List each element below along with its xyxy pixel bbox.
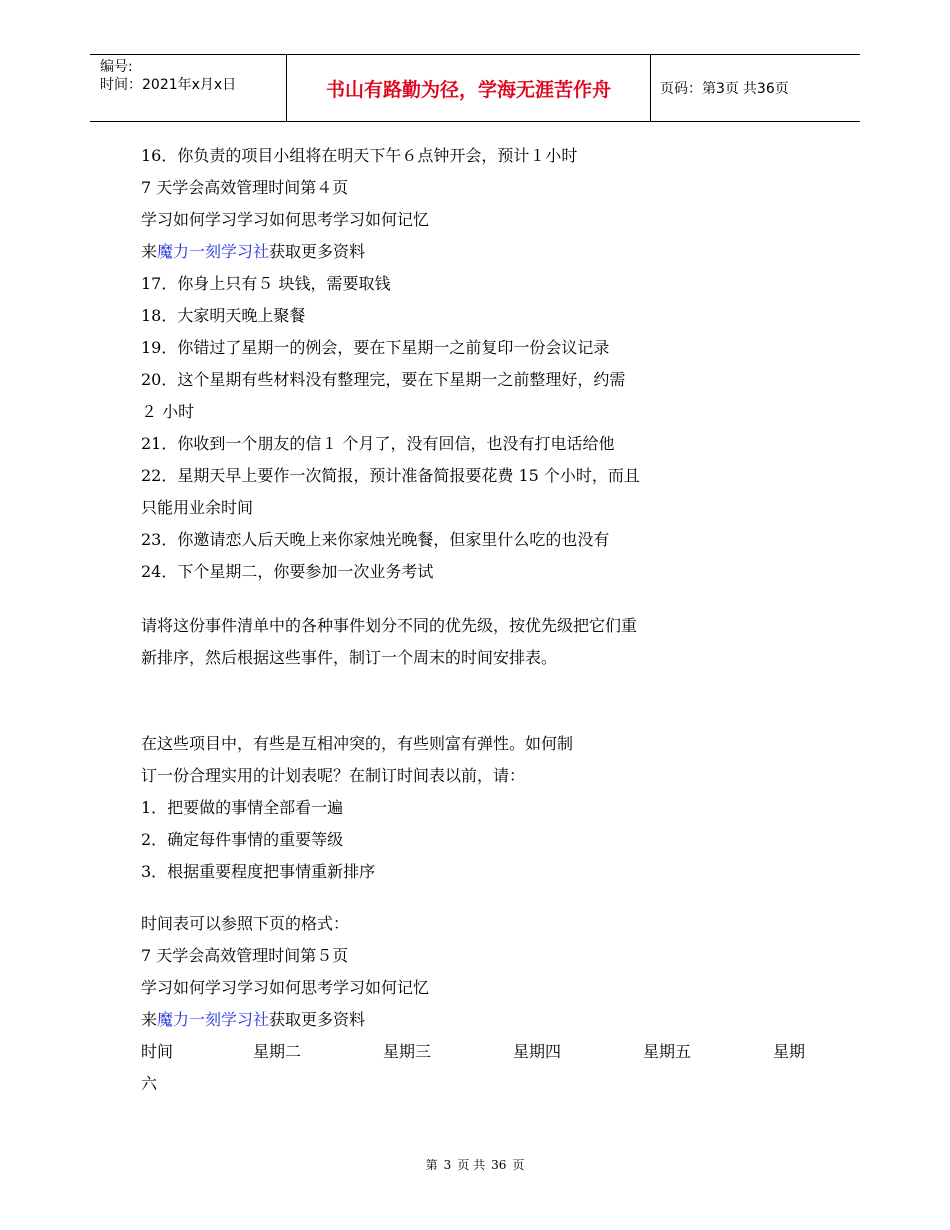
paragraph-line: 请将这份事件清单中的各种事件划分不同的优先级，按优先级把它们重: [141, 616, 638, 635]
step-item: 1．把要做的事情全部看一遍: [141, 798, 344, 817]
list-item: 22．星期天早上要作一次简报，预计准备简报要花费 15 个小时，而且: [141, 466, 640, 485]
footer-page: 3: [443, 1158, 452, 1172]
list-item: 20．这个星期有些材料没有整理完，要在下星期一之前整理好，约需: [141, 370, 626, 389]
timetable-header-cell: 星期三: [383, 1042, 432, 1061]
timetable-header-cell: 时间: [141, 1042, 174, 1061]
promo-line: [141, 236, 831, 268]
paragraph-line: 订一份合理实用的计划表呢？在制订时间表以前，请：: [141, 766, 526, 785]
header-motto: 书山有路勤为径，学海无涯苦作舟: [325, 78, 611, 101]
timetable-header-row: [141, 1036, 831, 1068]
list-item: 19．你错过了星期一的例会，要在下星期一之前复印一份会议记录: [141, 338, 610, 357]
timetable-header-cell: 星期二: [253, 1042, 302, 1061]
page-number: 页码：第3页: [660, 81, 739, 97]
paragraph-line: 新排序，然后根据这些事件，制订一个周末的时间安排表。: [141, 648, 558, 667]
list-item: 24．下个星期二，你要参加一次业务考试: [141, 562, 434, 581]
book-title-line: 7 天学会高效管理时间第４页: [141, 178, 349, 197]
timetable-header-wrap: 六: [141, 1074, 158, 1093]
header-meta: [100, 58, 236, 94]
timetable-header-cell: 星期五: [643, 1042, 692, 1061]
list-item: 17．你身上只有５ 块钱，需要取钱: [141, 274, 391, 293]
promo-line: [141, 1004, 831, 1036]
step-item: 3．根据重要程度把事情重新排序: [141, 862, 376, 881]
step-item: 2．确定每件事情的重要等级: [141, 830, 344, 849]
list-item-continuation: 只能用业余时间: [141, 498, 254, 517]
book-title-line: 7 天学会高效管理时间第５页: [141, 946, 349, 965]
time-label: 时间：2021年x月x日: [100, 77, 237, 93]
promo-prefix: 来: [141, 1010, 158, 1029]
list-item: 16．你负责的项目小组将在明天下午６点钟开会，预计１小时: [141, 146, 578, 165]
document-body: [141, 140, 831, 1100]
promo-suffix: 获取更多资料: [269, 1010, 366, 1029]
paragraph-line: 时间表可以参照下页的格式：: [141, 914, 350, 933]
footer-total: 36: [491, 1158, 507, 1172]
serial-label: 编号:: [100, 59, 133, 75]
page-footer: [0, 1156, 950, 1173]
footer-middle: 页 共: [457, 1158, 486, 1172]
promo-link[interactable]: 魔力一刻学习社: [157, 1010, 270, 1029]
promo-prefix: 来: [141, 242, 158, 261]
promo-link[interactable]: 魔力一刻学习社: [157, 242, 270, 261]
header-divider: [650, 54, 651, 122]
timetable-header-cell: 星期四: [513, 1042, 562, 1061]
list-item: 21．你收到一个朋友的信１ 个月了，没有回信，也没有打电话给他: [141, 434, 615, 453]
page-total: 共36页: [742, 81, 789, 97]
tagline: 学习如何学习学习如何思考学习如何记忆: [141, 978, 430, 997]
footer-suffix: 页: [512, 1158, 525, 1172]
promo-suffix: 获取更多资料: [269, 242, 366, 261]
footer-prefix: 第: [425, 1158, 438, 1172]
page-header: [90, 54, 860, 122]
list-item: 18．大家明天晚上聚餐: [141, 306, 306, 325]
header-page-info: [660, 54, 793, 122]
list-item: 23．你邀请恋人后天晚上来你家烛光晚餐，但家里什么吃的也没有: [141, 530, 610, 549]
tagline: 学习如何学习学习如何思考学习如何记忆: [141, 210, 430, 229]
timetable-header-cell: 星期: [773, 1042, 806, 1061]
list-item-continuation: ２ 小时: [141, 402, 195, 421]
paragraph-line: 在这些项目中，有些是互相冲突的，有些则富有弹性。如何制: [141, 734, 574, 753]
